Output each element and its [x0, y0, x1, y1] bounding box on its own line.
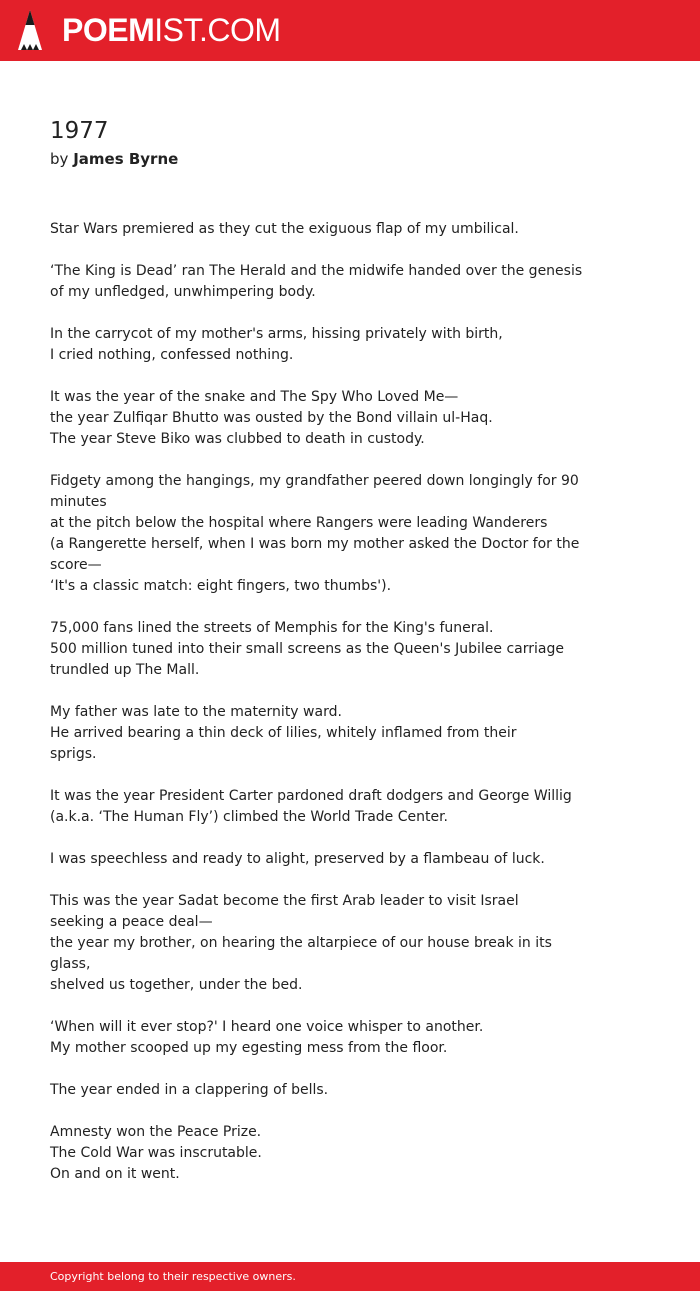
poem-line: trundled up The Mall.	[50, 662, 200, 678]
poem-line: ‘The King is Dead’ ran The Herald and the midwife handed over the genesis	[50, 263, 583, 279]
stanza-break	[50, 450, 570, 471]
poem-line: The Cold War was inscrutable.	[50, 1145, 262, 1161]
poem-byline	[50, 149, 178, 169]
poem-line: 75,000 fans lined the streets of Memphis for the King's funeral.	[50, 620, 494, 636]
stanza-break	[50, 1101, 570, 1122]
poem-line: Amnesty won the Peace Prize.	[50, 1124, 262, 1140]
poem-line: sprigs.	[50, 746, 97, 762]
poem-line: The year Steve Biko was clubbed to death in custody.	[50, 431, 425, 447]
poem-line: 500 million tuned into their small screens as the Queen's Jubilee carriage	[50, 641, 564, 657]
poem-line: (a.k.a. ‘The Human Fly’) climbed the World Trade Center.	[50, 809, 449, 825]
poem-line: ‘It's a classic match: eight fingers, two thumbs').	[50, 578, 392, 594]
poem-line: the year my brother, on hearing the altarpiece of our house break in its	[50, 935, 552, 951]
stanza-break	[50, 765, 570, 786]
site-header	[0, 0, 700, 61]
stanza-break	[50, 597, 570, 618]
stanza-break	[50, 870, 570, 891]
poem-line: seeking a peace deal—	[50, 914, 213, 930]
poem-line: In the carrycot of my mother's arms, hissing privately with birth,	[50, 326, 503, 342]
logo-text-light: IST.COM	[154, 12, 281, 48]
poem-line: shelved us together, under the bed.	[50, 977, 303, 993]
poem-line: of my unfledged, unwhimpering body.	[50, 284, 316, 300]
poem-line: score—	[50, 557, 102, 573]
poem-line: He arrived bearing a thin deck of lilies, whitely inflamed from their	[50, 725, 517, 741]
poem-line: ‘When will it ever stop?' I heard one voice whisper to another.	[50, 1019, 484, 1035]
poem-body	[50, 219, 583, 1185]
poem-line: On and on it went.	[50, 1166, 180, 1182]
copyright-notice: Copyright belong to their respective owners.	[50, 1270, 296, 1283]
stanza-break	[50, 681, 570, 702]
poem-line: minutes	[50, 494, 107, 510]
poem-line: I cried nothing, confessed nothing.	[50, 347, 294, 363]
poem-line: It was the year of the snake and The Spy Who Loved Me—	[50, 389, 459, 405]
stanza-break	[50, 303, 570, 324]
logo-text-bold: POEM	[62, 12, 155, 48]
poem-line: the year Zulfiqar Bhutto was ousted by the Bond villain ul-Haq.	[50, 410, 493, 426]
poem-line: My father was late to the maternity ward.	[50, 704, 342, 720]
stanza-break	[50, 828, 570, 849]
poem-line: It was the year President Carter pardoned draft dodgers and George Willig	[50, 788, 572, 804]
byline-prefix: by	[50, 150, 69, 168]
site-footer	[0, 1262, 700, 1291]
stanza-break	[50, 366, 570, 387]
poem-line: My mother scooped up my egesting mess from the floor.	[50, 1040, 448, 1056]
pencil-tip-icon[interactable]	[17, 9, 43, 51]
site-logo[interactable]	[62, 11, 281, 49]
poem-line: at the pitch below the hospital where Rangers were leading Wanderers	[50, 515, 548, 531]
stanza-break	[50, 996, 570, 1017]
poem-title: 1977	[50, 118, 109, 144]
stanza-break	[50, 240, 570, 261]
poem-line: Star Wars premiered as they cut the exiguous flap of my umbilical.	[50, 221, 519, 237]
stanza-break	[50, 1059, 570, 1080]
poem-line: This was the year Sadat become the first Arab leader to visit Israel	[50, 893, 519, 909]
poem-author: James Byrne	[73, 150, 179, 168]
poem-line: Fidgety among the hangings, my grandfather peered down longingly for 90	[50, 473, 579, 489]
poem-line: glass,	[50, 956, 91, 972]
poem-line: I was speechless and ready to alight, preserved by a flambeau of luck.	[50, 851, 545, 867]
poem-line: The year ended in a clappering of bells.	[50, 1082, 329, 1098]
poem-line: (a Rangerette herself, when I was born my mother asked the Doctor for the	[50, 536, 580, 552]
